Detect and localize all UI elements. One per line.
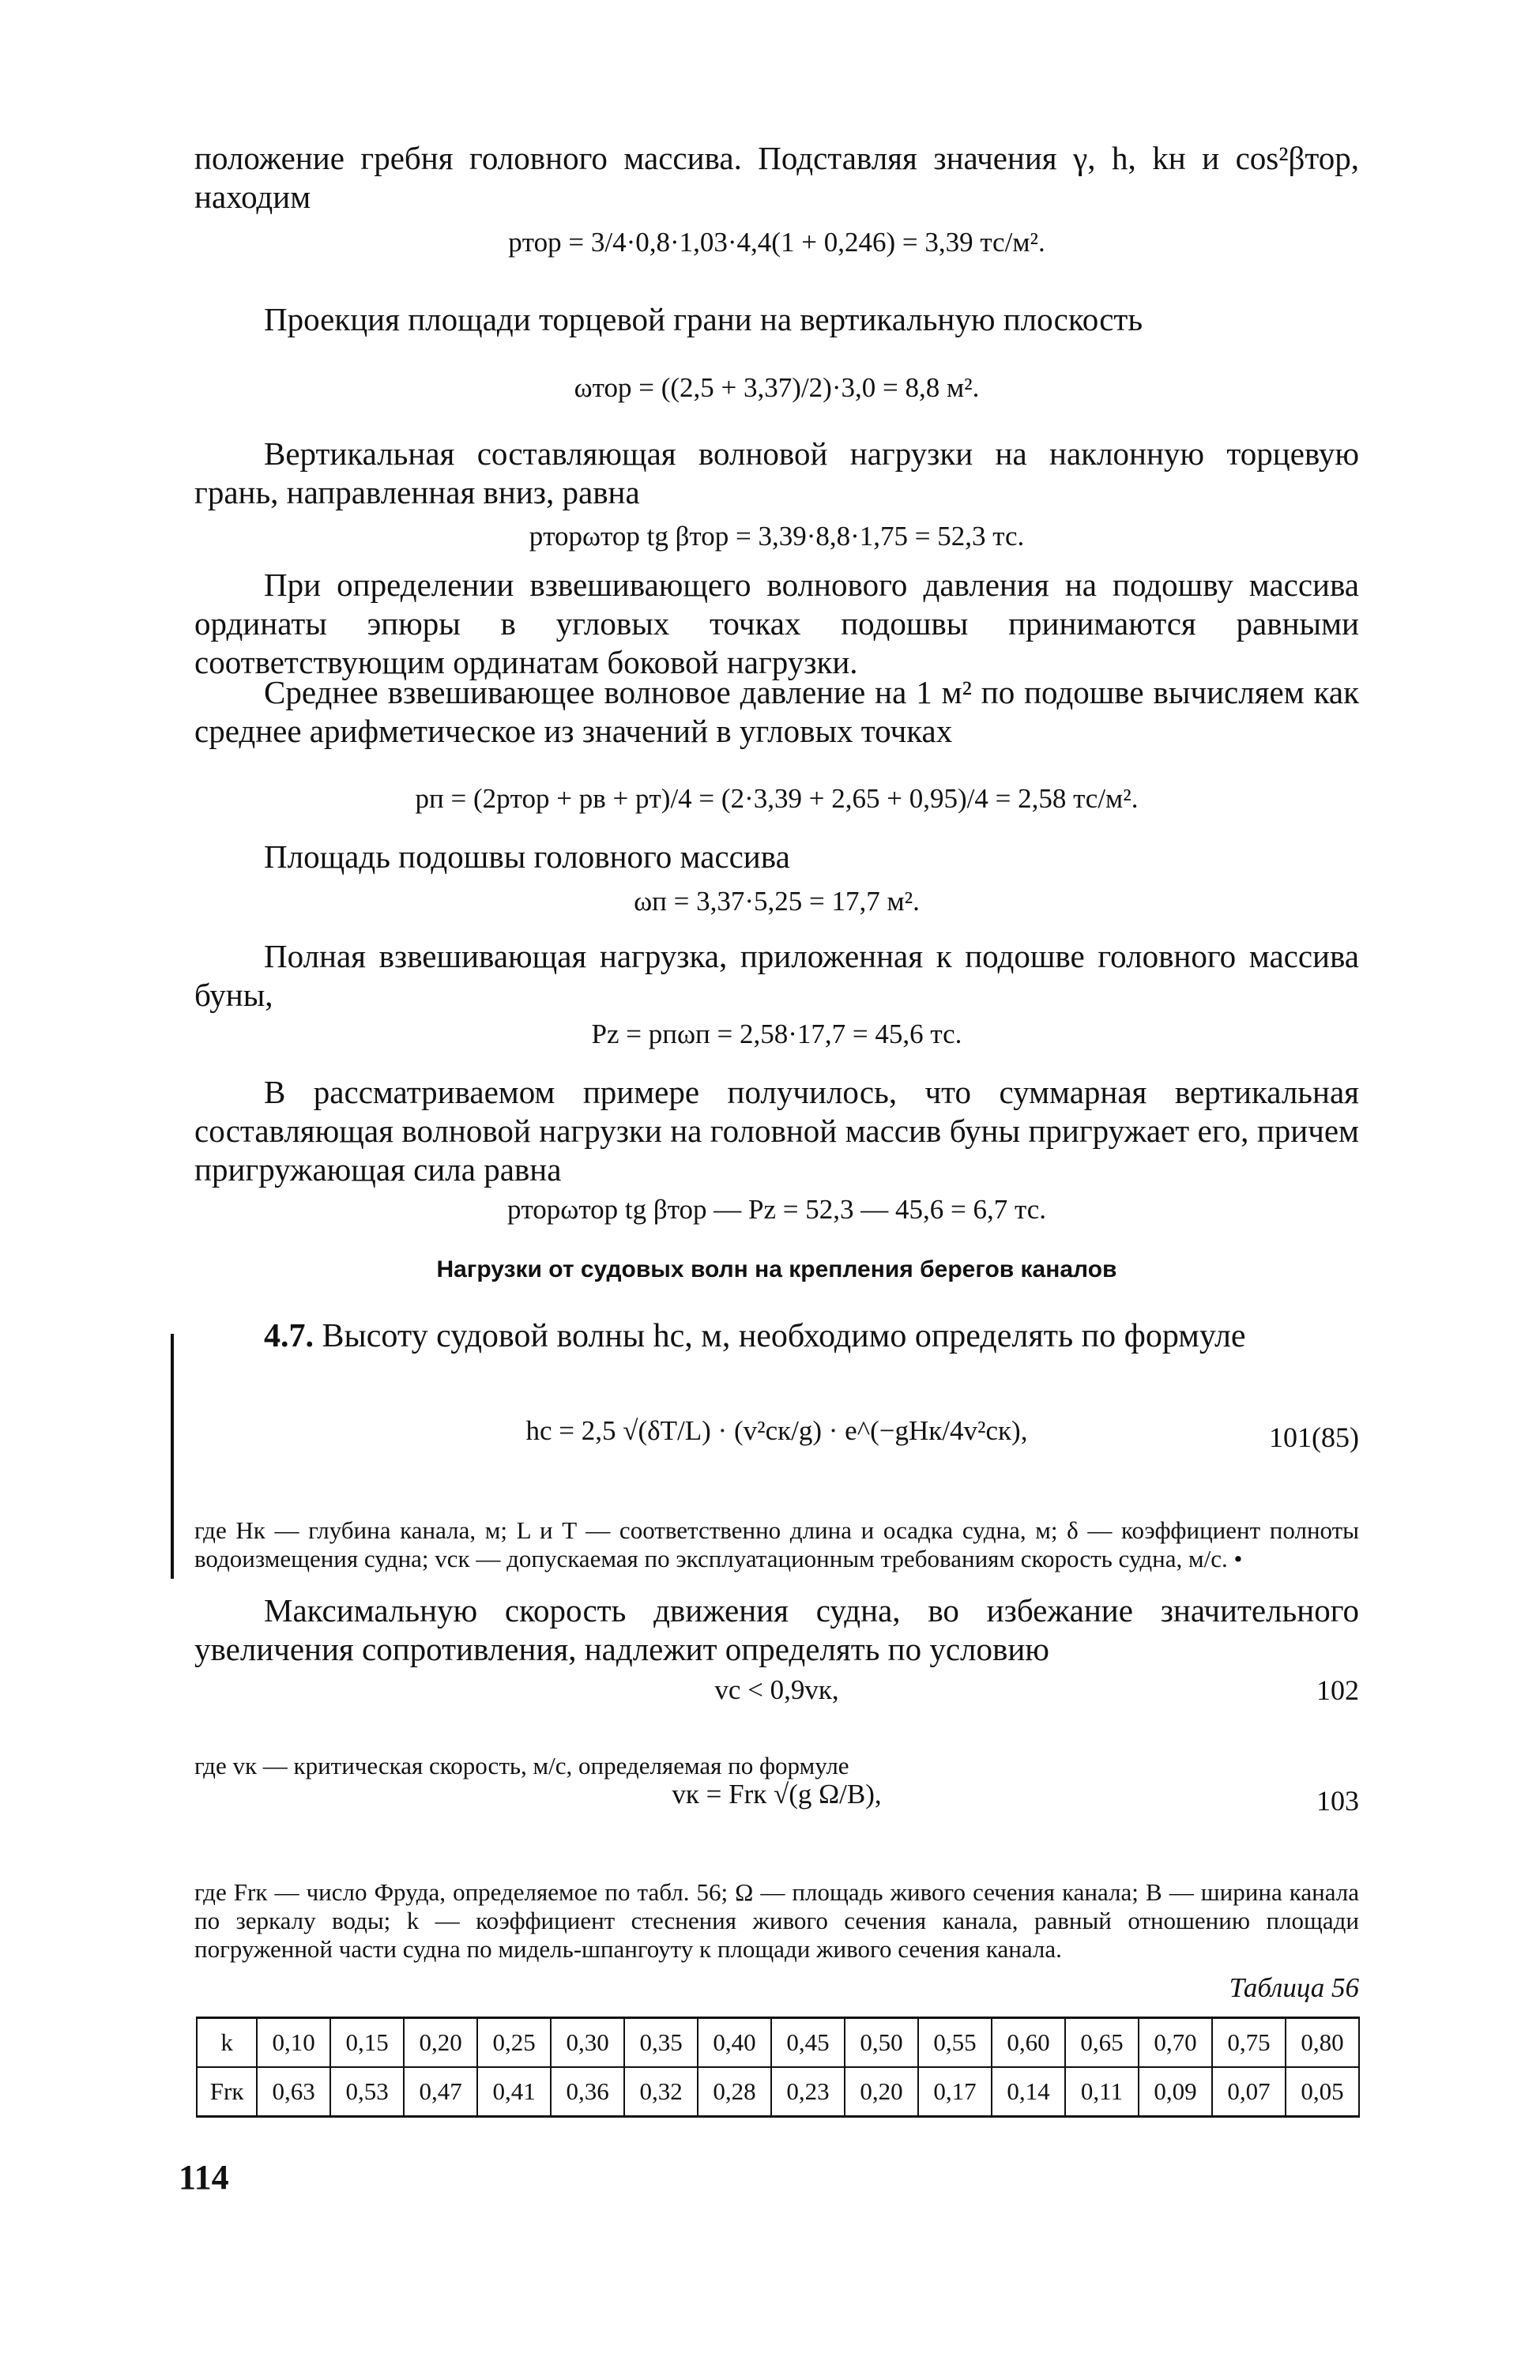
table-cell: 0,55 — [918, 2018, 992, 2068]
paragraph-5: Среднее взвешивающее волновое давление на 1 м² по подошве вычисляем как среднее арифметическое из значений в угловых точках — [194, 674, 1359, 749]
table-cell: 0,53 — [330, 2067, 404, 2117]
table-56 — [196, 2017, 1360, 2118]
formula-number-103: 103 — [1316, 1785, 1359, 1817]
section-4-7 — [264, 1316, 1359, 1356]
table-cell: 0,40 — [698, 2018, 771, 2068]
table-cell: 0,50 — [845, 2018, 918, 2068]
table-cell: 0,45 — [771, 2018, 845, 2068]
table-cell: 0,14 — [992, 2067, 1065, 2117]
definitions-2: где vк — критическая скорость, м/с, определяемая по формуле — [194, 1752, 849, 1779]
formula-number-101: 101(85) — [1269, 1422, 1359, 1453]
table-cell: 0,60 — [992, 2018, 1065, 2068]
table-cell: 0,80 — [1286, 2018, 1359, 2068]
table-caption: Таблица 56 — [1229, 1972, 1359, 2003]
section-number: 4.7. — [264, 1318, 314, 1354]
paragraph-2: Проекция площади торцевой грани на вертикальную плоскость — [264, 301, 1143, 337]
table-cell: 0,63 — [257, 2067, 330, 2117]
table-cell: 0,35 — [624, 2018, 698, 2068]
table-cell: 0,20 — [404, 2018, 477, 2068]
formula-number-102: 102 — [1316, 1674, 1359, 1706]
table-row-k — [197, 2018, 1359, 2068]
table-cell: 0,30 — [551, 2018, 624, 2068]
table-cell: 0,25 — [477, 2018, 551, 2068]
paragraph-4: При определении взвешивающего волнового давления на подошву массива ординаты эпюры в угловых точках подошвы принимаются равными соответствующим ординатам боковой нагрузки. — [194, 567, 1359, 680]
definitions-3: где Frк — число Фруда, определяемое по табл. 56; Ω — площадь живого сечения канала; B — ширина канала по зеркалу воды; k — коэффициент стеснения живого сечения канала, равный отношению площади погруженной части судна по мидель-шпангоуту к площади живого сечения канала. — [194, 1878, 1359, 1963]
definitions-1: где Hк — глубина канала, м; L и T — соответственно длина и осадка судна, м; δ — коэффициент полноты водоизмещения судна; vск — допускаемая по эксплуатационным требованиям скорость судна, м/с. • — [194, 1516, 1359, 1572]
section-heading: Нагрузки от судовых волн на крепления берегов каналов — [436, 1256, 1117, 1282]
table-cell: 0,75 — [1212, 2018, 1286, 2068]
table-cell: 0,20 — [845, 2067, 918, 2117]
table-cell: 0,10 — [257, 2018, 330, 2068]
table-cell: 0,23 — [771, 2067, 845, 2117]
table-cell: 0,11 — [1065, 2067, 1139, 2117]
formula-p-n: pп = (2pтор + pв + pт)/4 = (2·3,39 + 2,65 + 0,95)/4 = 2,58 тс/м². — [415, 783, 1139, 814]
paragraph-7: Полная взвешивающая нагрузка, приложенная к подошве головного массива буны, — [194, 938, 1359, 1013]
formula-load-difference: pторωтор tg βтор — Pz = 52,3 — 45,6 = 6,7 тс. — [506, 1194, 1047, 1225]
formula-omega-tor: ωтор = ((2,5 + 3,37)/2)·3,0 = 8,8 м². — [574, 372, 980, 403]
page-number: 114 — [179, 2158, 229, 2197]
formula-101: hс = 2,5 √(δT/L) · (v²ск/g) · e^(−gHк/4v²ск), — [525, 1415, 1028, 1446]
formula-omega-n: ωп = 3,37·5,25 = 17,7 м². — [634, 886, 920, 917]
table-cell: 0,28 — [698, 2067, 771, 2117]
table-cell: 0,17 — [918, 2067, 992, 2117]
table-cell: 0,47 — [404, 2067, 477, 2117]
table-cell: 0,41 — [477, 2067, 551, 2117]
section-text: Высоту судовой волны hс, м, необходимо определять по формуле — [322, 1318, 1246, 1354]
table-cell: 0,05 — [1286, 2067, 1359, 2117]
table-cell: 0,36 — [551, 2067, 624, 2117]
formula-102: vс < 0,9vк, — [714, 1674, 839, 1705]
formula-p-tor: pтор = 3/4·0,8·1,03·4,4(1 + 0,246) = 3,39 тс/м². — [508, 227, 1045, 258]
table-cell: 0,70 — [1139, 2018, 1212, 2068]
table-cell: 0,65 — [1065, 2018, 1139, 2068]
paragraph-6: Площадь подошвы головного массива — [264, 838, 790, 875]
margin-bar — [171, 1334, 174, 1579]
table-cell: 0,07 — [1212, 2067, 1286, 2117]
paragraph-9: Максимальную скорость движения судна, во избежание значительного увеличения сопротивления, надлежит определять по условию — [194, 1592, 1359, 1667]
paragraph-1: положение гребня головного массива. Подставляя значения γ, h, kн и cos²βтор, находим — [194, 140, 1359, 215]
table-cell: 0,15 — [330, 2018, 404, 2068]
formula-vertical-component: pторωтор tg βтор = 3,39·8,8·1,75 = 52,3 тс. — [529, 521, 1025, 552]
formula-103: vк = Frк √(g Ω/B), — [672, 1779, 882, 1809]
formula-pz: Pz = pпωп = 2,58·17,7 = 45,6 тс. — [591, 1019, 962, 1049]
paragraph-3: Вертикальная составляющая волновой нагрузки на наклонную торцевую грань, направленная вниз, равна — [194, 435, 1359, 510]
table-cell: 0,09 — [1139, 2067, 1212, 2117]
table-row-header: k — [197, 2018, 257, 2068]
paragraph-8: В рассматриваемом примере получилось, что суммарная вертикальная составляющая волновой нагрузки на головной массив буны пригружает его, причем пригружающая сила равна — [194, 1074, 1359, 1188]
table-cell: 0,32 — [624, 2067, 698, 2117]
table-row-header: Frк — [197, 2067, 257, 2117]
table-row-frk — [197, 2067, 1359, 2117]
